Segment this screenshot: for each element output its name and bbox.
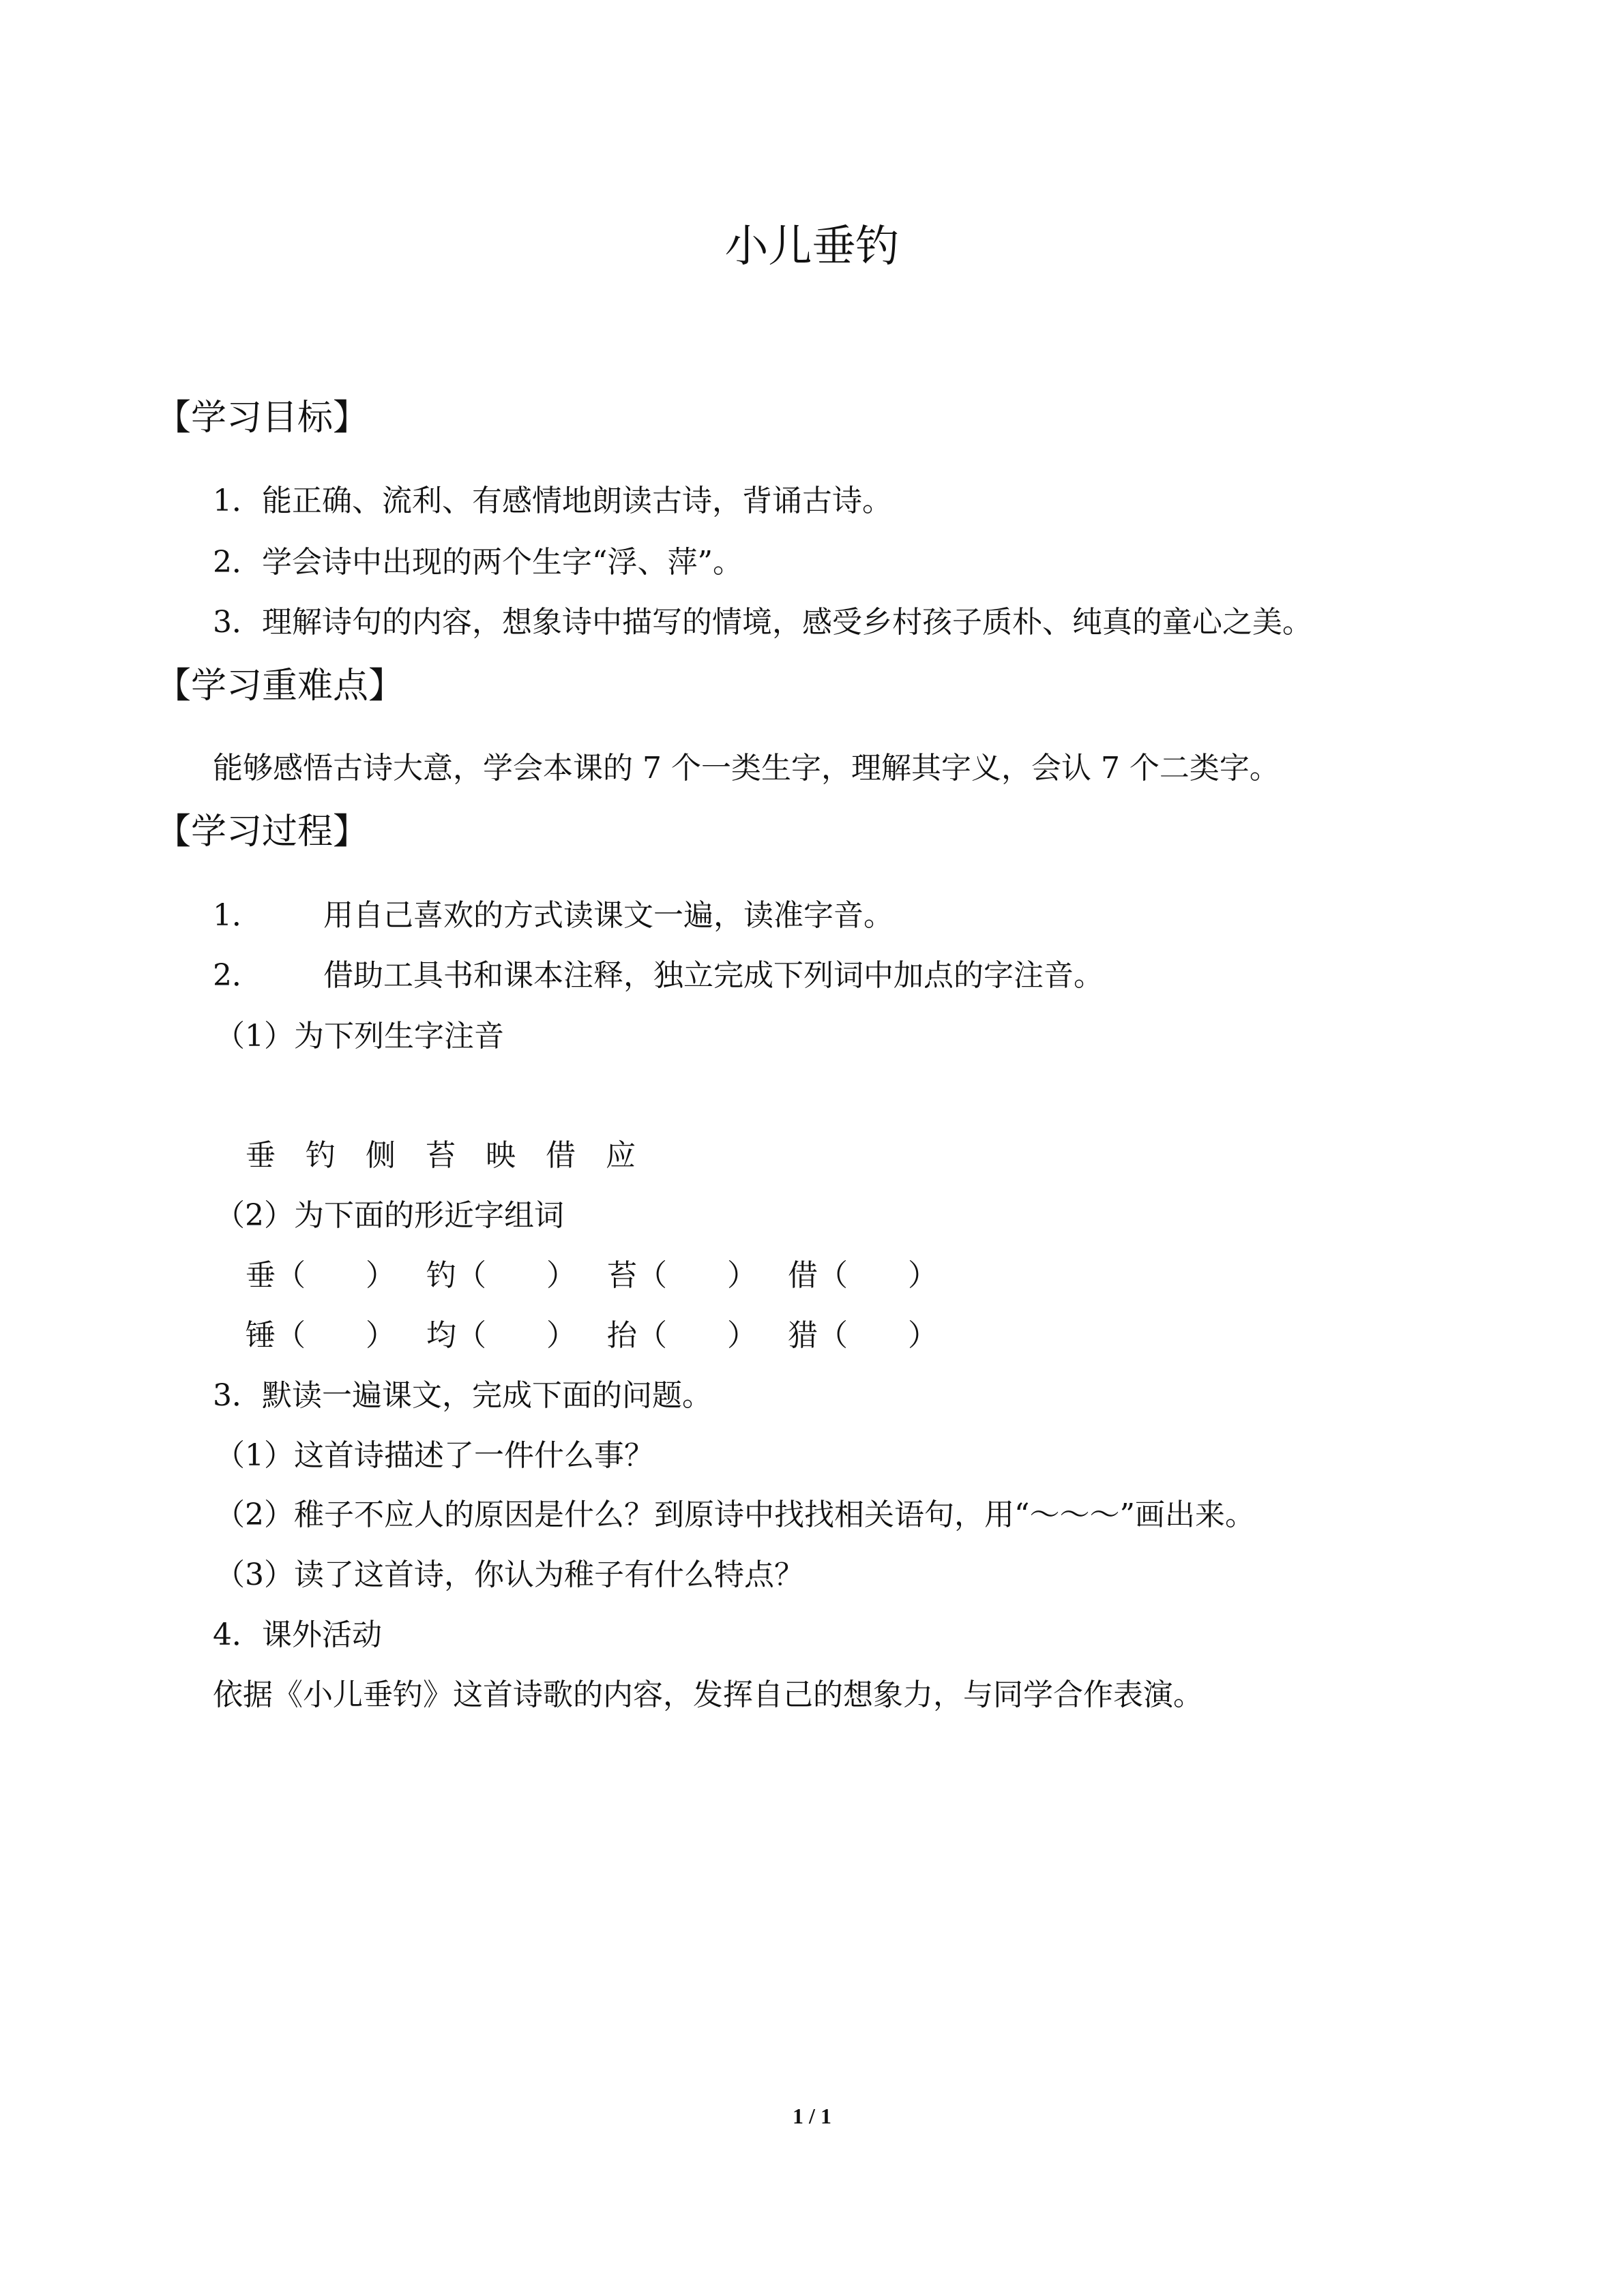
word-blank: 均（ ） xyxy=(426,1318,576,1353)
key-points-text: 能够感悟古诗大意，学会本课的 7 个一类生字，理解其字义，会认 7 个二类字。 xyxy=(213,751,1280,786)
word-blank: 抬（ ） xyxy=(607,1318,757,1353)
activity-text: 依据《小儿垂钓》这首诗歌的内容，发挥自己的想象力，与同学合作表演。 xyxy=(213,1678,1203,1712)
word-blank: 猎（ ） xyxy=(788,1318,938,1353)
goal-item-2: 2．学会诗中出现的两个生字“浮、萍”。 xyxy=(213,545,743,580)
page-title: 小儿垂钓 xyxy=(724,222,900,272)
goal-item-1: 1．能正确、流利、有感情地朗读古诗，背诵古诗。 xyxy=(213,483,892,518)
step-1-number: 1． xyxy=(213,898,262,933)
step-2-number: 2． xyxy=(213,958,262,993)
question-1: （1）这首诗描述了一件什么事？ xyxy=(215,1438,654,1473)
step-2-text: 借助工具书和课本注释，独立完成下列词中加点的字注音。 xyxy=(323,958,1104,993)
process-step-3: 3．默读一遍课文，完成下面的问题。 xyxy=(213,1378,712,1413)
page-number: 1 / 1 xyxy=(793,2104,831,2128)
word-blank: 借（ ） xyxy=(788,1258,938,1293)
char-item: 借 xyxy=(546,1138,576,1173)
char-item: 侧 xyxy=(366,1138,396,1173)
char-item: 垂 xyxy=(246,1138,276,1173)
heading-key-points: 【学习重难点】 xyxy=(156,666,404,706)
sub-question-2: （2）为下面的形近字组词 xyxy=(215,1198,564,1233)
process-step-1 xyxy=(213,891,894,934)
word-row-1 xyxy=(246,1251,969,1294)
word-row-2 xyxy=(246,1311,969,1354)
char-item: 应 xyxy=(606,1138,636,1173)
heading-goals: 【学习目标】 xyxy=(156,398,369,438)
word-blank: 锤（ ） xyxy=(246,1318,396,1353)
question-3: （3）读了这首诗，你认为稚子有什么特点？ xyxy=(215,1557,804,1592)
process-step-2 xyxy=(213,951,1104,994)
step-1-text: 用自己喜欢的方式读课文一遍，读准字音。 xyxy=(323,898,894,933)
word-blank: 苔（ ） xyxy=(607,1258,757,1293)
goal-item-3: 3．理解诗句的内容，想象诗中描写的情境，感受乡村孩子质朴、纯真的童心之美。 xyxy=(213,605,1312,640)
heading-process: 【学习过程】 xyxy=(156,811,369,852)
char-list xyxy=(246,1131,666,1174)
sub-question-1: （1）为下列生字注音 xyxy=(215,1019,504,1054)
process-step-4: 4．课外活动 xyxy=(213,1617,382,1652)
char-item: 钓 xyxy=(306,1138,336,1173)
word-blank: 钓（ ） xyxy=(426,1258,576,1293)
question-2: （2）稚子不应人的原因是什么？到原诗中找找相关语句，用“～～～”画出来。 xyxy=(215,1497,1255,1532)
char-item: 映 xyxy=(486,1138,516,1173)
word-blank: 垂（ ） xyxy=(246,1258,396,1293)
char-item: 苔 xyxy=(426,1138,456,1173)
